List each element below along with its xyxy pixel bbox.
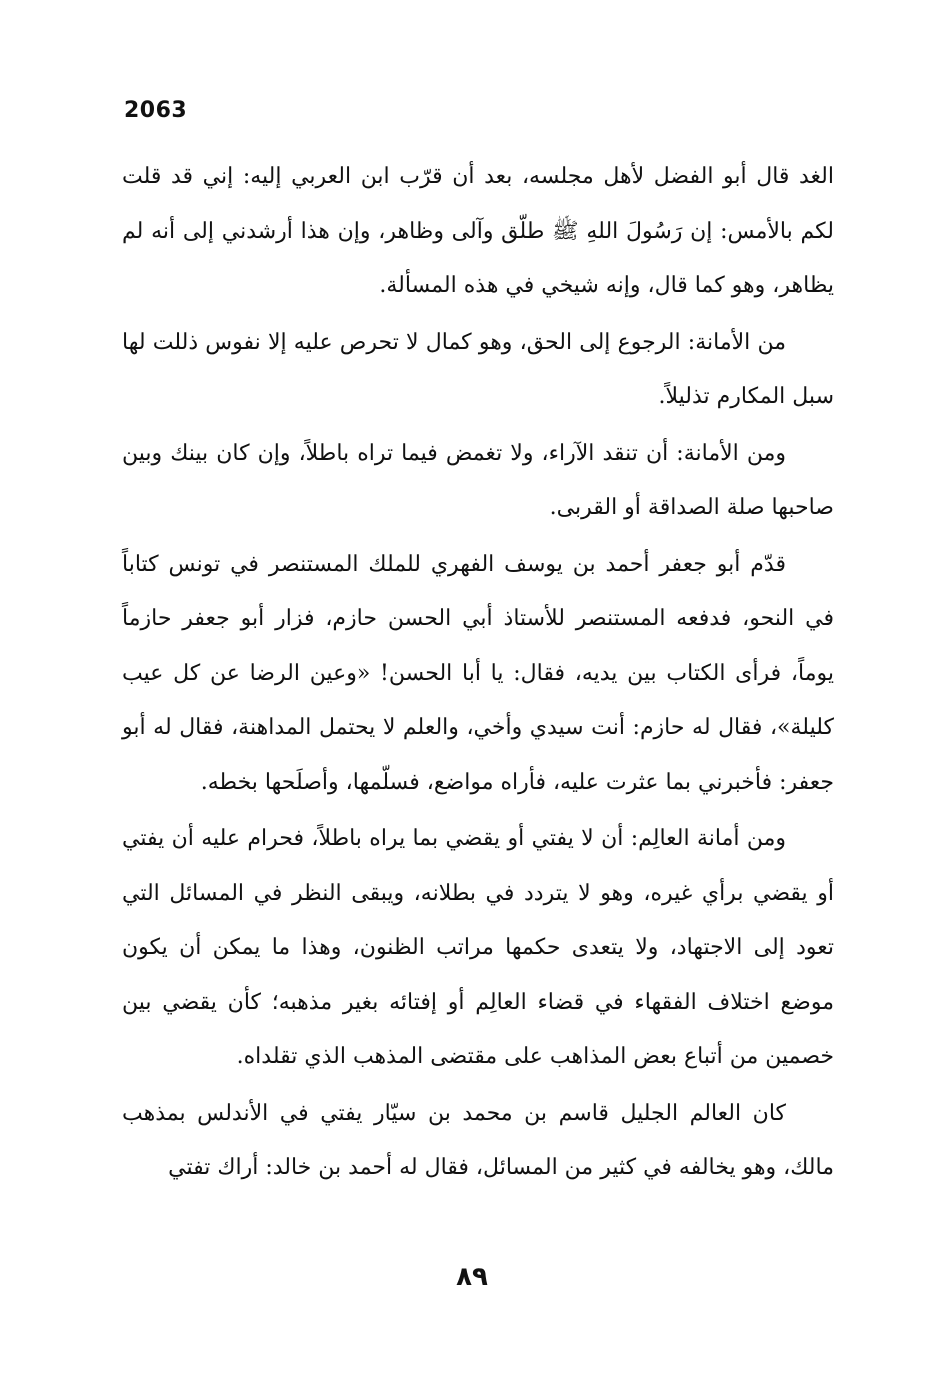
document-number: 2063 xyxy=(124,98,188,123)
paragraph-4: قدّم أبو جعفر أحمد بن يوسف الفهري للملك المستنصر في تونس كتاباً في النحو، فدفعه المستنصر للأستاذ أبي الحسن حازم، فزار أبو جعفر حازماً يوماً، فرأى الكتاب بين يديه، فقال: يا أبا الحسن! «وعين الرضا عن كل عيب كليلة»، فقال له حازم: أنت سيدي وأخي، والعلم لا يحتمل المداهنة، فقال له أبو جعفر: فأخبرني بما عثرت عليه، فأراه مواضع، فسلّمها، وأصلَحها بخطه. xyxy=(122,551,834,795)
paragraph-3: ومن الأمانة: أن تنقد الآراء، ولا تغمض فيما تراه باطلاً، وإن كان بينك وبين صاحبها صلة الصداقة أو القربى. xyxy=(122,440,834,520)
page-number: ٨٩ xyxy=(456,1262,488,1292)
paragraph-5: ومن أمانة العالِم: أن لا يفتي أو يقضي بما يراه باطلاً، فحرام عليه أن يفتي أو يقضي برأي غيره، وهو لا يتردد في بطلانه، ويبقى النظر في المسائل التي تعود إلى الاجتهاد، ولا يتعدى حكمها مراتب الظنون، وهذا ما يمكن أن يكون موضع اختلاف الفقهاء في قضاء العالِم أو إفتائه بغير مذهبه؛ كأن يقضي بين خصمين من أتباع بعض المذاهب على مقتضى المذهب الذي تقلداه. xyxy=(122,826,834,1069)
paragraph-6: كان العالم الجليل قاسم بن محمد بن سيّار يفتي في الأندلس بمذهب مالك، وهو يخالفه في كثير من المسائل، فقال له أحمد بن خالد: أراك تفتي xyxy=(122,1100,834,1180)
body-text xyxy=(122,150,834,1196)
paragraph-1: الغد قال أبو الفضل لأهل مجلسه، بعد أن قرّب ابن العربي إليه: إني قد قلت لكم بالأمس: إن رَسُولَ اللهِ ﷺ طلّق وآلى وظاهر، وإن هذا أرشدني إلى أنه لم يظاهر، وهو كما قال، وإنه شيخي في هذه المسألة. xyxy=(122,164,834,298)
paragraph-2: من الأمانة: الرجوع إلى الحق، وهو كمال لا تحرص عليه إلا نفوس ذللت لها سبل المكارم تذليلاً. xyxy=(122,329,834,409)
